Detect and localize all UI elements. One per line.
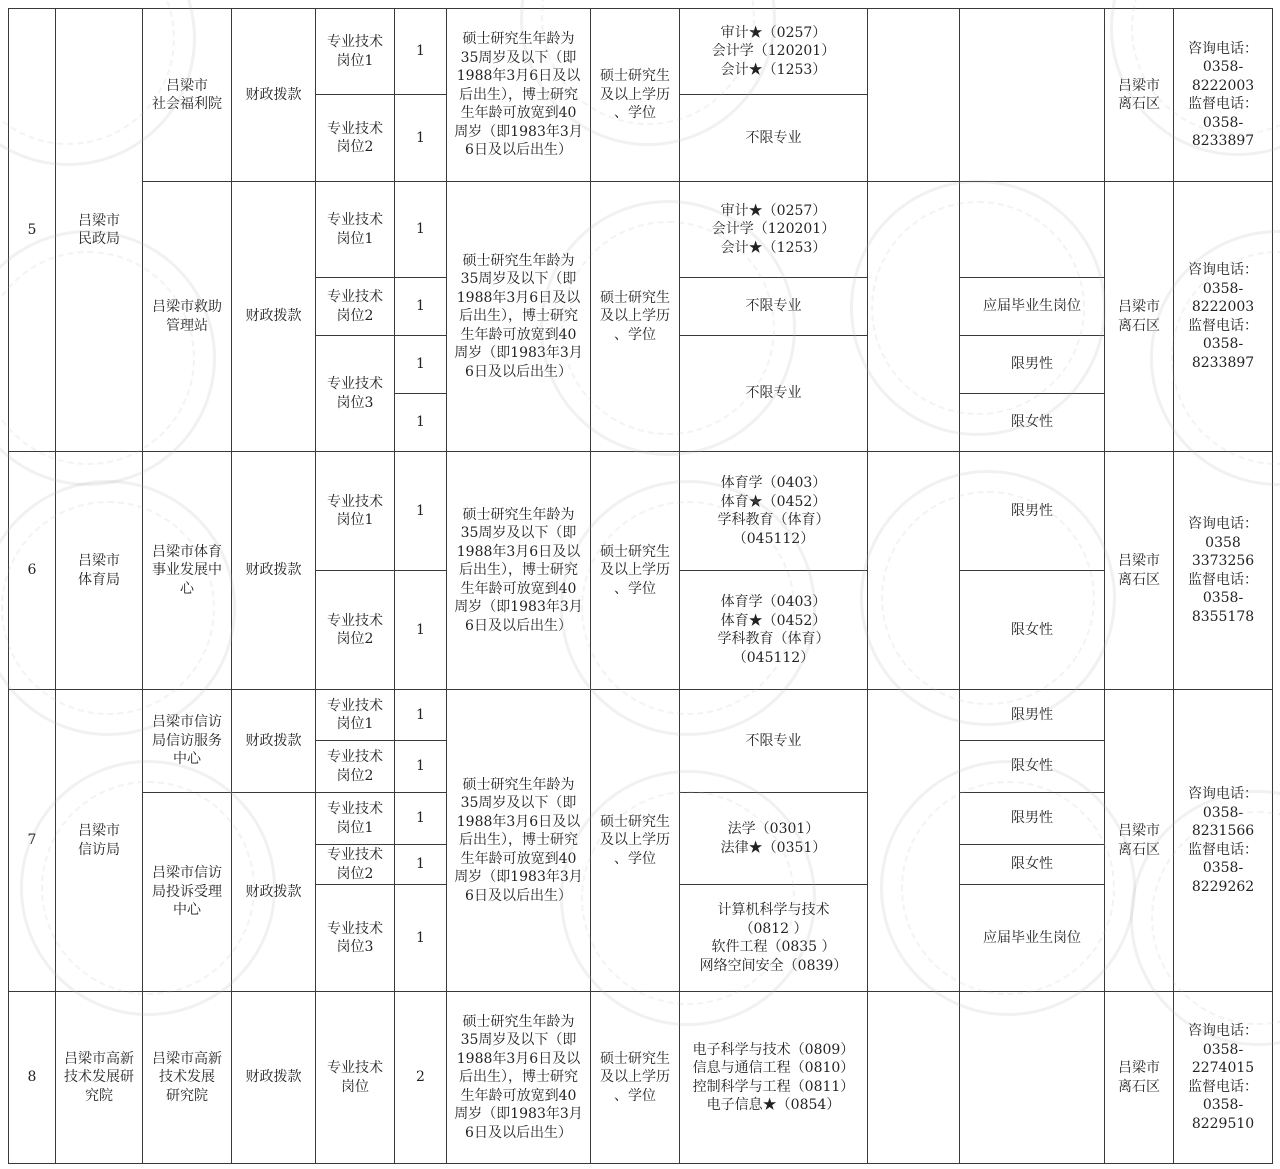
text-line: 控制科学与工程（0811）: [692, 1078, 855, 1095]
text-line: 电子科学与技术（0809）: [692, 1041, 855, 1058]
text-line: 咨询电话：: [1188, 786, 1258, 802]
text-line: 及以上学历: [600, 308, 670, 325]
text-line: 不限专业: [745, 298, 802, 315]
post-cell: [316, 845, 395, 885]
text-line: 2274015: [1191, 1060, 1255, 1076]
note-cell: 限男性: [960, 793, 1105, 845]
note-cell: 限男性: [960, 336, 1105, 394]
text-line: 1988年3月6日及以: [456, 1050, 581, 1067]
count-cell: 1: [395, 845, 447, 885]
education-cell: [591, 452, 680, 690]
text-line: 1988年3月6日及以: [456, 543, 581, 560]
text-line: 、学位: [614, 1087, 656, 1104]
text-line: 信访局: [78, 841, 120, 858]
text-line: 管理站: [166, 317, 208, 334]
text-line: 后出生），博士研究: [459, 832, 578, 849]
count-cell: 1: [395, 278, 447, 336]
requirement-cell: [447, 992, 591, 1164]
text-line: 8222003: [1191, 77, 1255, 94]
note-cell: 限女性: [960, 845, 1105, 885]
major-cell: [680, 452, 868, 571]
text-line: 体育★（0452）: [720, 612, 827, 629]
post-cell: [316, 690, 395, 741]
contact-cell: [1174, 452, 1273, 690]
text-line: 0358: [1205, 534, 1241, 551]
text-line: 吕梁市高新: [64, 1050, 134, 1067]
text-line: 吕梁市: [1118, 299, 1160, 315]
count-cell: 2: [395, 992, 447, 1164]
text-line: 及以上学历: [600, 86, 670, 103]
text-line: 吕梁市: [78, 553, 120, 569]
note-cell: [960, 182, 1105, 278]
major-cell: [680, 182, 868, 278]
count-cell: 1: [395, 571, 447, 690]
text-line: 生年龄可放宽到40: [460, 850, 577, 867]
text-line: 离石区: [1118, 317, 1160, 334]
text-line: 8229262: [1191, 878, 1255, 895]
requirement-cell: [447, 9, 591, 182]
text-line: 监督电话：: [1188, 1078, 1258, 1095]
post-cell: [316, 9, 395, 95]
text-line: 岗位3: [336, 394, 374, 411]
text-line: 1988年3月6日及以: [456, 289, 581, 306]
major-cell: [680, 95, 868, 182]
note-cell: [960, 992, 1105, 1164]
text-line: 监督电话：: [1188, 96, 1258, 112]
text-line: 技术发展研: [64, 1069, 134, 1086]
note-cell: 应届毕业生岗位: [960, 885, 1105, 992]
text-line: 6日及以后出生）: [465, 617, 572, 634]
text-line: 吕梁市: [1118, 823, 1160, 839]
post-cell: [316, 95, 395, 182]
count-cell: 1: [395, 793, 447, 845]
text-line: 8229510: [1191, 1115, 1255, 1132]
text-line: 不限专业: [745, 129, 802, 146]
text-line: 咨询电话：: [1188, 40, 1258, 57]
note-cell: 限女性: [960, 571, 1105, 690]
text-line: 1988年3月6日及以: [456, 68, 581, 85]
text-line: 周岁（即1983年3月: [454, 1106, 583, 1123]
text-line: 硕士研究生年龄为: [462, 1013, 575, 1030]
text-line: 专业技术: [327, 697, 383, 714]
text-line: 学科教育（体育）: [717, 631, 830, 647]
text-line: 事业发展中: [152, 562, 222, 579]
text-line: 吕梁市: [78, 212, 120, 229]
text-line: 局投诉受理: [152, 883, 222, 900]
text-line: 、学位: [614, 850, 656, 867]
text-line: 硕士研究生年龄为: [462, 776, 575, 793]
contact-cell: [1174, 690, 1273, 992]
major-cell: [680, 992, 868, 1164]
text-line: 吕梁市信访: [152, 865, 222, 882]
text-line: 岗位2: [336, 865, 374, 882]
text-line: 究院: [85, 1087, 113, 1104]
unit-cell: [143, 452, 232, 690]
text-line: 及以上学历: [600, 1069, 670, 1086]
text-line: 硕士研究生年龄为: [462, 31, 575, 48]
major-cell: [680, 690, 868, 793]
count-cell: 1: [395, 182, 447, 278]
text-line: 硕士研究生: [600, 289, 670, 306]
text-line: 生年龄可放宽到40: [460, 326, 577, 343]
text-line: 体育学（0403）: [720, 475, 827, 491]
department-cell: [56, 992, 143, 1164]
text-line: 专业技术: [327, 34, 383, 50]
requirement-cell: [447, 182, 591, 452]
text-line: 岗位3: [336, 939, 374, 955]
table-row: [9, 690, 1273, 741]
text-line: 岗位2: [336, 307, 374, 324]
text-line: 岗位1: [336, 819, 374, 836]
text-line: 0358-: [1202, 590, 1244, 606]
post-cell: [316, 336, 395, 452]
text-line: 6日及以后出生）: [465, 887, 572, 904]
text-line: 后出生），博士研究: [459, 86, 578, 103]
text-line: 后出生），博士研究: [459, 308, 578, 325]
text-line: 岗位1: [336, 716, 374, 732]
department-cell: [56, 452, 143, 690]
table-row: [9, 182, 1273, 278]
funding-cell: 财政拨款: [232, 992, 316, 1164]
text-line: 专业技术: [327, 1060, 383, 1076]
blank-cell: [868, 9, 960, 182]
text-line: 咨询电话：: [1188, 262, 1258, 278]
text-line: 0358-: [1202, 1097, 1244, 1113]
major-cell: [680, 793, 868, 885]
text-line: 35周岁及以下（即: [460, 525, 577, 542]
recruitment-table: [8, 8, 1273, 1164]
text-line: 专业技术: [327, 920, 383, 937]
table-row: [9, 992, 1273, 1164]
text-line: 吕梁市救助: [152, 299, 222, 315]
text-line: 局信访服务: [152, 732, 222, 749]
funding-cell: 财政拨款: [232, 9, 316, 182]
education-cell: [591, 9, 680, 182]
text-line: 硕士研究生: [600, 543, 670, 560]
text-line: 、学位: [614, 326, 656, 343]
region-cell: [1105, 452, 1174, 690]
text-line: 吕梁市信访: [152, 714, 222, 731]
text-line: 计算机科学与技术: [717, 902, 830, 918]
text-line: 咨询电话：: [1188, 516, 1258, 532]
text-line: 生年龄可放宽到40: [460, 105, 577, 122]
text-line: 中心: [173, 751, 201, 768]
post-cell: [316, 278, 395, 336]
major-cell: [680, 9, 868, 95]
text-line: 离石区: [1118, 96, 1160, 112]
blank-cell: [868, 182, 960, 452]
text-line: 6日及以后出生）: [465, 1124, 572, 1141]
count-cell: 1: [395, 741, 447, 793]
funding-cell: 财政拨款: [232, 182, 316, 452]
education-cell: [591, 992, 680, 1164]
text-line: 0358-: [1202, 1041, 1244, 1058]
text-line: 专业技术: [327, 212, 383, 228]
text-line: 吕梁市: [1118, 1060, 1160, 1076]
text-line: 咨询电话：: [1188, 1023, 1258, 1039]
count-cell: 1: [395, 452, 447, 571]
text-line: 后出生），博士研究: [459, 1069, 578, 1086]
text-line: 35周岁及以下（即: [460, 271, 577, 288]
note-cell: 限女性: [960, 394, 1105, 452]
text-line: 专业技术: [327, 493, 383, 510]
text-line: 35周岁及以下（即: [460, 1032, 577, 1049]
text-line: 监督电话：: [1188, 571, 1258, 588]
text-line: 专业技术: [327, 376, 383, 392]
text-line: 研究院: [166, 1087, 208, 1104]
text-line: 离石区: [1118, 841, 1160, 858]
text-line: （045112）: [732, 530, 815, 547]
text-line: 民政局: [78, 231, 120, 247]
major-cell: [680, 885, 868, 992]
text-line: 电子信息★（0854）: [706, 1097, 841, 1113]
post-cell: [316, 992, 395, 1164]
text-line: 专业技术: [327, 612, 383, 629]
seq-cell: 8: [9, 992, 56, 1164]
text-line: 0358-: [1202, 280, 1244, 297]
text-line: 生年龄可放宽到40: [460, 580, 577, 597]
count-cell: 1: [395, 95, 447, 182]
text-line: 专业技术: [327, 289, 383, 305]
text-line: 0358-: [1202, 336, 1244, 352]
text-line: 会计学（120201）: [711, 43, 836, 60]
text-line: 吕梁市体育: [152, 543, 222, 560]
note-cell: 应届毕业生岗位: [960, 278, 1105, 336]
text-line: 周岁（即1983年3月: [454, 345, 583, 362]
region-cell: [1105, 9, 1174, 182]
text-line: 硕士研究生: [600, 1050, 670, 1067]
text-line: 岗位1: [336, 230, 374, 247]
text-line: 岗位2: [336, 767, 374, 784]
region-cell: [1105, 182, 1174, 452]
major-cell: [680, 571, 868, 690]
text-line: 专业技术: [327, 847, 383, 863]
post-cell: [316, 571, 395, 690]
post-cell: [316, 452, 395, 571]
note-cell: 限女性: [960, 741, 1105, 793]
major-cell: [680, 336, 868, 452]
text-line: 专业技术: [327, 749, 383, 765]
text-line: 、学位: [614, 105, 656, 122]
text-line: 35周岁及以下（即: [460, 49, 577, 66]
contact-cell: [1174, 992, 1273, 1164]
text-line: 35周岁及以下（即: [460, 795, 577, 812]
table-row: [9, 452, 1273, 571]
text-line: 8233897: [1191, 133, 1255, 149]
text-line: 生年龄可放宽到40: [460, 1087, 577, 1104]
text-line: 硕士研究生: [600, 68, 670, 85]
text-line: 0358-: [1202, 804, 1244, 821]
region-cell: [1105, 992, 1174, 1164]
text-line: 会计学（120201）: [711, 221, 836, 238]
text-line: 吕梁市: [1118, 553, 1160, 569]
post-cell: [316, 182, 395, 278]
unit-cell: [143, 992, 232, 1164]
education-cell: [591, 182, 680, 452]
count-cell: 1: [395, 885, 447, 992]
text-line: 岗位: [341, 1078, 369, 1095]
blank-cell: [868, 452, 960, 690]
text-line: 及以上学历: [600, 562, 670, 579]
department-cell: [56, 9, 143, 452]
blank-cell: [868, 992, 960, 1164]
text-line: 6日及以后出生）: [465, 142, 572, 159]
text-line: 离石区: [1118, 1078, 1160, 1095]
unit-cell: [143, 690, 232, 793]
text-line: 体育★（0452）: [720, 493, 827, 510]
text-line: 硕士研究生年龄为: [462, 252, 575, 269]
count-cell: 1: [395, 690, 447, 741]
text-line: 岗位1: [336, 52, 374, 69]
requirement-cell: [447, 690, 591, 992]
funding-cell: 财政拨款: [232, 690, 316, 793]
text-line: 及以上学历: [600, 832, 670, 849]
text-line: 专业技术: [327, 120, 383, 137]
text-line: 会计★（1253）: [720, 239, 827, 256]
seq-cell: 5: [9, 9, 56, 452]
count-cell: 1: [395, 9, 447, 95]
contact-cell: [1174, 9, 1273, 182]
funding-cell: 财政拨款: [232, 452, 316, 690]
text-line: 吕梁市: [1118, 77, 1160, 94]
unit-cell: [143, 182, 232, 452]
text-line: 8355178: [1191, 608, 1255, 625]
text-line: 审计★（0257）: [720, 24, 827, 41]
text-line: 专业技术: [327, 801, 383, 817]
text-line: 技术发展: [159, 1069, 215, 1086]
text-line: 监督电话：: [1188, 841, 1258, 858]
text-line: 3373256: [1191, 553, 1255, 569]
text-line: 8231566: [1191, 823, 1255, 839]
text-line: 心: [180, 580, 194, 597]
text-line: 周岁（即1983年3月: [454, 123, 583, 140]
text-line: 岗位2: [336, 139, 374, 155]
text-line: 岗位1: [336, 512, 374, 528]
text-line: （0812 ）: [739, 920, 808, 937]
text-line: 法律★（0351）: [720, 839, 827, 856]
seq-cell: 6: [9, 452, 56, 690]
text-line: 软件工程（0835 ）: [711, 939, 836, 955]
text-line: 体育局: [78, 571, 120, 588]
text-line: 社会福利院: [152, 96, 222, 112]
text-line: 信息与通信工程（0810）: [692, 1060, 855, 1076]
table-row: [9, 9, 1273, 95]
post-cell: [316, 885, 395, 992]
post-cell: [316, 741, 395, 793]
unit-cell: [143, 793, 232, 992]
text-line: 法学（0301）: [727, 821, 820, 837]
text-line: 周岁（即1983年3月: [454, 869, 583, 886]
text-line: 吕梁市: [166, 77, 208, 94]
text-line: 岗位2: [336, 631, 374, 647]
count-cell: 1: [395, 336, 447, 394]
text-line: 不限专业: [745, 385, 802, 402]
department-cell: [56, 690, 143, 992]
text-line: 监督电话：: [1188, 317, 1258, 334]
text-line: 网络空间安全（0839）: [699, 957, 848, 974]
unit-cell: [143, 9, 232, 182]
region-cell: [1105, 690, 1174, 992]
text-line: 离石区: [1118, 571, 1160, 588]
text-line: 会计★（1253）: [720, 61, 827, 78]
note-cell: [960, 9, 1105, 182]
text-line: 学科教育（体育）: [717, 512, 830, 528]
education-cell: [591, 690, 680, 992]
text-line: 吕梁市: [78, 823, 120, 839]
note-cell: 限男性: [960, 690, 1105, 741]
seq-cell: 7: [9, 690, 56, 992]
text-line: 中心: [173, 902, 201, 919]
text-line: 8222003: [1191, 299, 1255, 315]
contact-cell: [1174, 182, 1273, 452]
text-line: 8233897: [1191, 354, 1255, 371]
text-line: 、学位: [614, 580, 656, 597]
text-line: 0358-: [1202, 114, 1244, 131]
funding-cell: 财政拨款: [232, 793, 316, 992]
text-line: 体育学（0403）: [720, 594, 827, 610]
text-line: 硕士研究生年龄为: [462, 506, 575, 523]
text-line: 0358-: [1202, 59, 1244, 75]
text-line: 审计★（0257）: [720, 202, 827, 219]
post-cell: [316, 793, 395, 845]
text-line: 0358-: [1202, 860, 1244, 876]
text-line: 硕士研究生: [600, 813, 670, 830]
text-line: 6日及以后出生）: [465, 363, 572, 380]
text-line: 后出生），博士研究: [459, 562, 578, 579]
major-cell: [680, 278, 868, 336]
text-line: （045112）: [732, 649, 815, 666]
note-cell: 限男性: [960, 452, 1105, 571]
blank-cell: [868, 690, 960, 992]
text-line: 不限专业: [745, 732, 802, 749]
text-line: 1988年3月6日及以: [456, 813, 581, 830]
text-line: 吕梁市高新: [152, 1050, 222, 1067]
count-cell: 1: [395, 394, 447, 452]
text-line: 周岁（即1983年3月: [454, 599, 583, 616]
requirement-cell: [447, 452, 591, 690]
